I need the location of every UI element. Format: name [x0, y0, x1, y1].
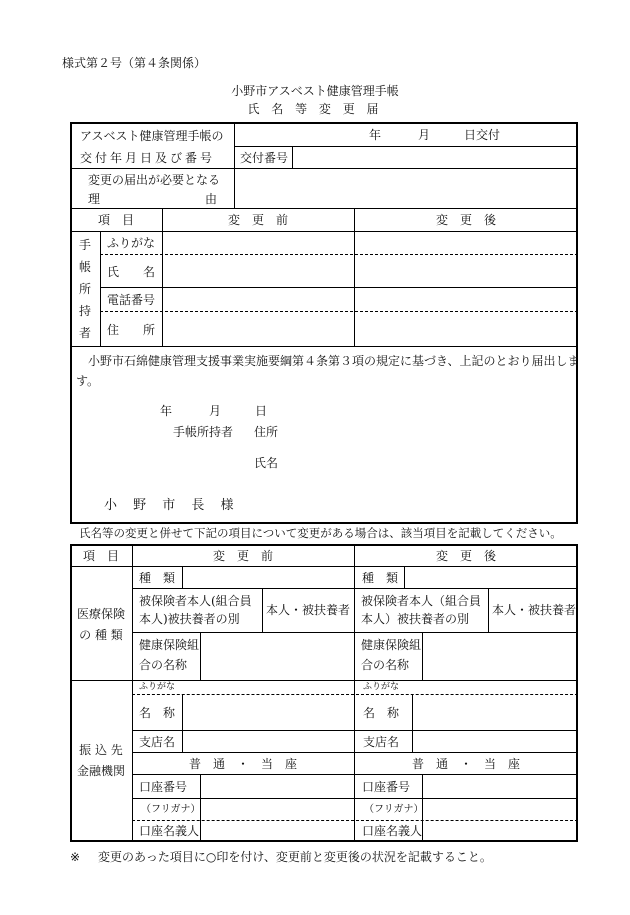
holder-name-before-label: 口座名義人	[139, 824, 200, 838]
declaration-month: 月	[209, 404, 222, 418]
declaration-address: 住所	[254, 425, 279, 439]
issue-day-label: 日交付	[464, 128, 501, 142]
bottom-col-before-header: 変 更 前	[212, 549, 273, 563]
bank-name-after-label: 名 称	[363, 706, 400, 720]
bank-furigana-before-label: ふりがな	[139, 682, 176, 692]
account-number-before-label: 口座番号	[139, 780, 188, 794]
col-after-header: 変 更 後	[435, 213, 496, 227]
phone-label: 電話番号	[107, 293, 156, 307]
bottom-col-item-header: 項 目	[82, 549, 119, 563]
notebook-date-label-1: アスベスト健康管理手帳の	[80, 129, 224, 143]
union-before-label-1: 健康保険組	[139, 638, 200, 652]
form-subtitle: 氏 名 等 変 更 届	[247, 102, 383, 116]
reason-label-2b: 由	[205, 192, 218, 206]
name-label: 氏 名	[107, 265, 156, 279]
reason-field[interactable]	[236, 169, 576, 207]
bank-name-before-label: 名 称	[139, 706, 176, 720]
form-title: 小野市アスベスト健康管理手帳	[231, 84, 399, 98]
bottom-col-after-header: 変 更 後	[435, 549, 496, 563]
branch-after-label: 支店名	[363, 735, 400, 749]
holder-furigana-after-label: （フリガナ）	[364, 804, 424, 815]
issue-month-label: 月	[418, 128, 431, 142]
declaration-name: 氏名	[254, 456, 279, 470]
col-before-header: 変 更 前	[227, 213, 288, 227]
col-item-header: 項 目	[97, 213, 134, 227]
bank-label-1: 振 込 先	[79, 743, 123, 757]
insurance-type-after-label: 種 類	[362, 571, 399, 585]
insurance-label-1: 医療保険	[76, 607, 125, 621]
insurance-label-2: の 種 類	[79, 628, 123, 642]
account-number-after-label: 口座番号	[362, 780, 411, 794]
bank-furigana-after-label: ふりがな	[363, 682, 400, 692]
notebook-date-label-2: 交付年月日及び番号	[80, 151, 216, 165]
footnote: 変更のあった項目に○印を付け、変更前と変更後の状況を記載すること。	[98, 850, 492, 864]
declaration-line-1: 小野市石綿健康管理支援事業実施要綱第４条第３項の規定に基づき、上記のとおり届出しま	[88, 354, 580, 368]
mayor-address: 小 野 市 長 様	[104, 498, 240, 513]
account-type-before[interactable]: 普 通 ・ 当 座	[188, 757, 297, 771]
holder-furigana-before-label: （フリガナ）	[141, 804, 201, 815]
declaration-line-2: す。	[76, 374, 100, 388]
union-before-label-2: 合の名称	[139, 658, 188, 672]
holder-label: 手 帳 所 持 者	[78, 238, 91, 340]
form-number: 様式第２号（第４条関係）	[62, 56, 207, 70]
reason-label-1: 変更の届出が必要となる	[88, 173, 221, 187]
holder-before-fields[interactable]	[164, 232, 353, 345]
reason-label-2a: 理	[88, 192, 101, 206]
insured-before-label-1: 被保険者本人(組合員	[139, 594, 252, 608]
issue-number-field[interactable]	[294, 147, 576, 167]
address-label: 住 所	[107, 323, 156, 337]
bank-label-2: 金融機関	[76, 764, 125, 778]
insured-before-label-2: 本人)被扶養者の別	[139, 612, 240, 626]
declaration-holder: 手帳所持者	[173, 425, 234, 439]
note-between: 氏名等の変更と併せて下記の項目について変更がある場合は、該当項目を記載してください。	[79, 526, 562, 540]
account-type-after[interactable]: 普 通 ・ 当 座	[411, 757, 520, 771]
holder-after-fields[interactable]	[356, 232, 576, 345]
union-after-label-1: 健康保険組	[361, 638, 422, 652]
insurance-type-before-label: 種 類	[139, 571, 176, 585]
issue-year-label: 年	[369, 128, 382, 142]
insured-after-options[interactable]: 本人・被扶養者	[492, 603, 577, 617]
branch-before-label: 支店名	[139, 735, 176, 749]
declaration-day: 日	[255, 404, 268, 418]
furigana-label: ふりがな	[107, 236, 156, 250]
footnote-mark: ※	[70, 850, 81, 864]
holder-name-after-label: 口座名義人	[362, 824, 423, 838]
insured-after-label-1: 被保険者本人（組合員	[361, 594, 482, 608]
insured-after-label-2: 本人）被扶養者の別	[361, 612, 470, 626]
issue-number-label: 交付番号	[240, 151, 289, 165]
insured-before-options[interactable]: 本人・被扶養者	[266, 603, 351, 617]
union-after-label-2: 合の名称	[361, 658, 410, 672]
declaration-year: 年	[160, 404, 173, 418]
